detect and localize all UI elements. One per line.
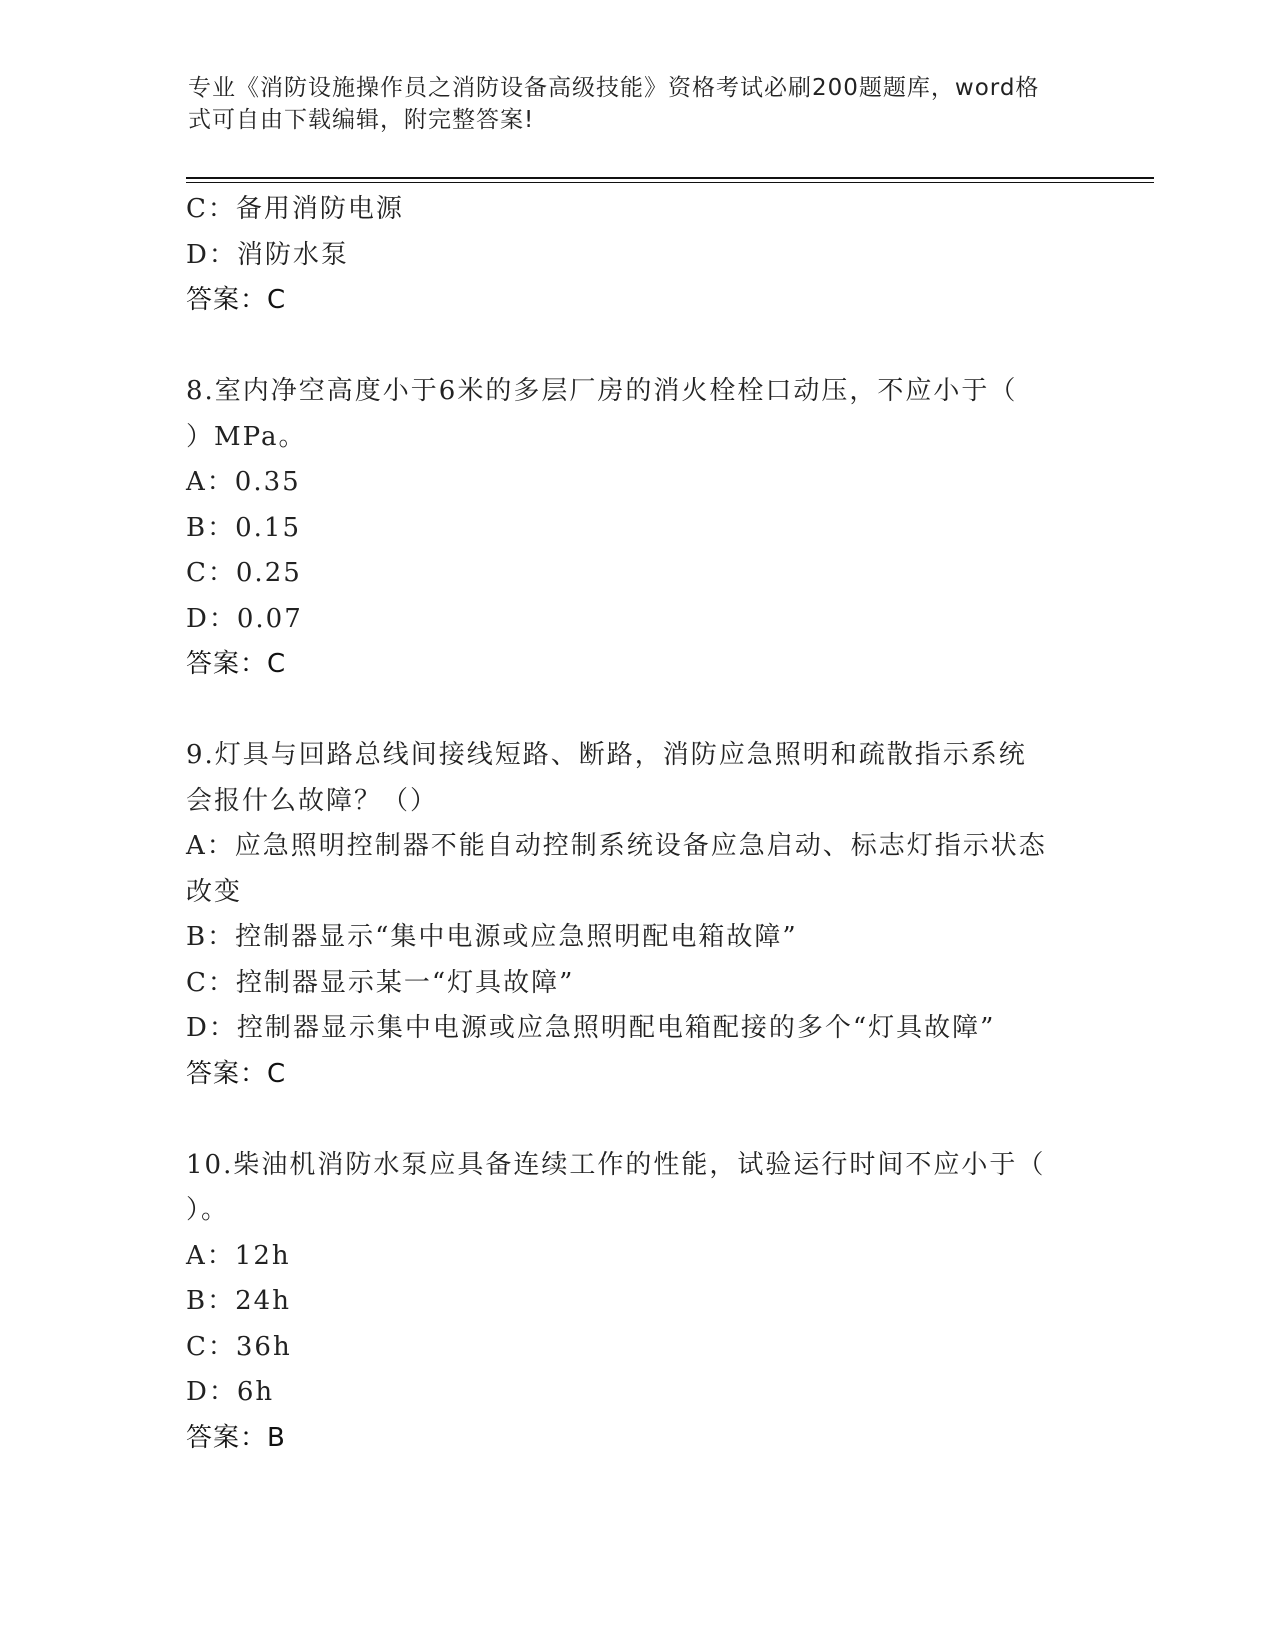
- option-c: C：36h: [186, 1331, 292, 1362]
- question-stem-line-2: 会报什么故障？（）: [186, 785, 439, 816]
- header-divider-thin: [186, 182, 1154, 183]
- header-line-2: 式可自由下载编辑，附完整答案!: [188, 107, 535, 133]
- option-d: D：控制器显示集中电源或应急照明配电箱配接的多个“灯具故障”: [186, 1013, 996, 1043]
- question-stem-line-1: 10.柴油机消防水泵应具备连续工作的性能，试验运行时间不应小于（: [186, 1149, 1046, 1180]
- question-9: [186, 733, 1086, 1097]
- previous-question-tail: [186, 187, 1086, 324]
- question-stem-line-1: 8.室内净空高度小于6米的多层厂房的消火栓栓口动压，不应小于（: [186, 376, 1018, 406]
- question-spacer: [186, 688, 1086, 734]
- answer-line: 答案：B: [186, 1422, 286, 1453]
- question-10: [186, 1143, 1086, 1462]
- option-d: D：0.07: [186, 603, 303, 634]
- option-a-line-1: A：应急照明控制器不能自动控制系统设备应急启动、标志灯指示状态: [186, 831, 1047, 861]
- option-b: B：24h: [186, 1286, 291, 1316]
- option-c: C：0.25: [186, 558, 302, 588]
- option-a: A：12h: [186, 1240, 291, 1271]
- header-line-1: 专业《消防设施操作员之消防设备高级技能》资格考试必刷200题题库，word格: [188, 75, 1040, 101]
- option-b: B：0.15: [186, 512, 301, 543]
- question-stem-line-1: 9.灯具与回路总线间接线短路、断路，消防应急照明和疏散指示系统: [186, 740, 1027, 770]
- header-divider-thick: [186, 177, 1154, 179]
- option-a: A：0.35: [186, 467, 301, 497]
- option-b: B：控制器显示“集中电源或应急照明配电箱故障”: [186, 922, 798, 952]
- option-c: C：备用消防电源: [186, 194, 404, 224]
- answer-line: 答案：C: [186, 1058, 287, 1089]
- option-d: D：消防水泵: [186, 239, 349, 270]
- question-content: [186, 187, 1086, 1461]
- option-c: C：控制器显示某一“灯具故障”: [186, 967, 575, 998]
- option-d: D：6h: [186, 1377, 275, 1407]
- question-spacer: [186, 1097, 1086, 1143]
- answer-line: 答案：C: [186, 285, 287, 315]
- question-stem-line-2: ）。: [186, 1195, 230, 1225]
- question-stem-line-2: ）MPa。: [186, 421, 307, 452]
- question-8: [186, 369, 1086, 688]
- answer-line: 答案：C: [186, 649, 287, 679]
- document-header: [188, 72, 1068, 136]
- option-a-line-2: 改变: [186, 876, 243, 907]
- question-spacer: [186, 324, 1086, 370]
